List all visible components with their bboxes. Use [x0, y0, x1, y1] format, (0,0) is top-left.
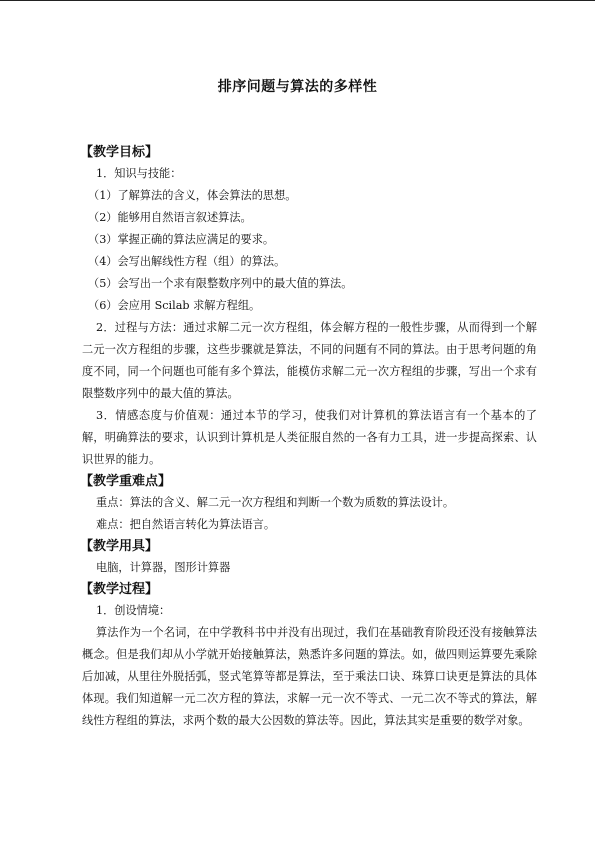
- process-method-paragraph: 2．过程与方法：通过求解二元一次方程组，体会解方程的一般性步骤，从而得到一个解二元一次方程组的步骤，这些步骤就是算法，不同的问题有不同的算法。由于思考问题的角度不同，同一个问题也可能有多个算法，能模仿求解二元一次方程组的步骤，写出一个求有限整数序列中的最大值的算法。: [82, 321, 537, 400]
- step1-paragraph: 算法作为一个名词，在中学教科书中并没有出现过，我们在基础教育阶段还没有接触算法概念。但是我们却从小学就开始接触算法，熟悉许多问题的算法。如，做四则运算要先乘除后加减，从里往外脱括弧，竖式笔算等都是算法，至于乘法口诀、珠算口诀更是算法的具体体现。我们知道解一元二次方程的算法，求解一元一次不等式、一元二次不等式的算法，解线性方程组的算法，求两个数的最大公因数的算法等。因此，算法其实是重要的数学对象。: [82, 626, 537, 727]
- knowledge-label: 1．知识与技能：: [96, 167, 182, 180]
- tools-text: 电脑，计算器，图形计算器: [96, 561, 231, 574]
- document-body: [82, 142, 537, 732]
- section-heading-keypoints: 【教学重难点】: [80, 474, 172, 489]
- document-title: 排序问题与算法的多样性: [217, 79, 378, 95]
- section-heading-process: 【教学过程】: [80, 582, 159, 597]
- step1-label: 1．创设情境：: [96, 604, 171, 617]
- knowledge-item-1: （1）了解算法的含义，体会算法的思想。: [88, 189, 297, 202]
- knowledge-item-5: （5）会写出一个求有限整数序列中的最大值的算法。: [88, 277, 353, 290]
- keypoint-focus: 重点：算法的含义、解二元一次方程组和判断一个数为质数的算法设计。: [96, 496, 455, 509]
- knowledge-item-3: （3）掌握正确的算法应满足的要求。: [88, 233, 275, 246]
- keypoint-difficulty: 难点：把自然语言转化为算法语言。: [96, 518, 276, 531]
- section-heading-goals: 【教学目标】: [80, 145, 159, 160]
- knowledge-item-6: （6）会应用 Scilab 求解方程组。: [88, 299, 261, 312]
- emotion-value-paragraph: 3．情感态度与价值观：通过本节的学习，使我们对计算机的算法语言有一个基本的了解，明确算法的要求，认识到计算机是人类征服自然的一各有力工具，进一步提高探索、认识世界的能力。: [82, 409, 537, 466]
- section-heading-tools: 【教学用具】: [80, 539, 159, 554]
- knowledge-item-2: （2）能够用自然语言叙述算法。: [88, 211, 252, 224]
- top-border-line: [0, 0, 595, 1]
- knowledge-item-4: （4）会写出解线性方程（组）的算法。: [88, 255, 286, 268]
